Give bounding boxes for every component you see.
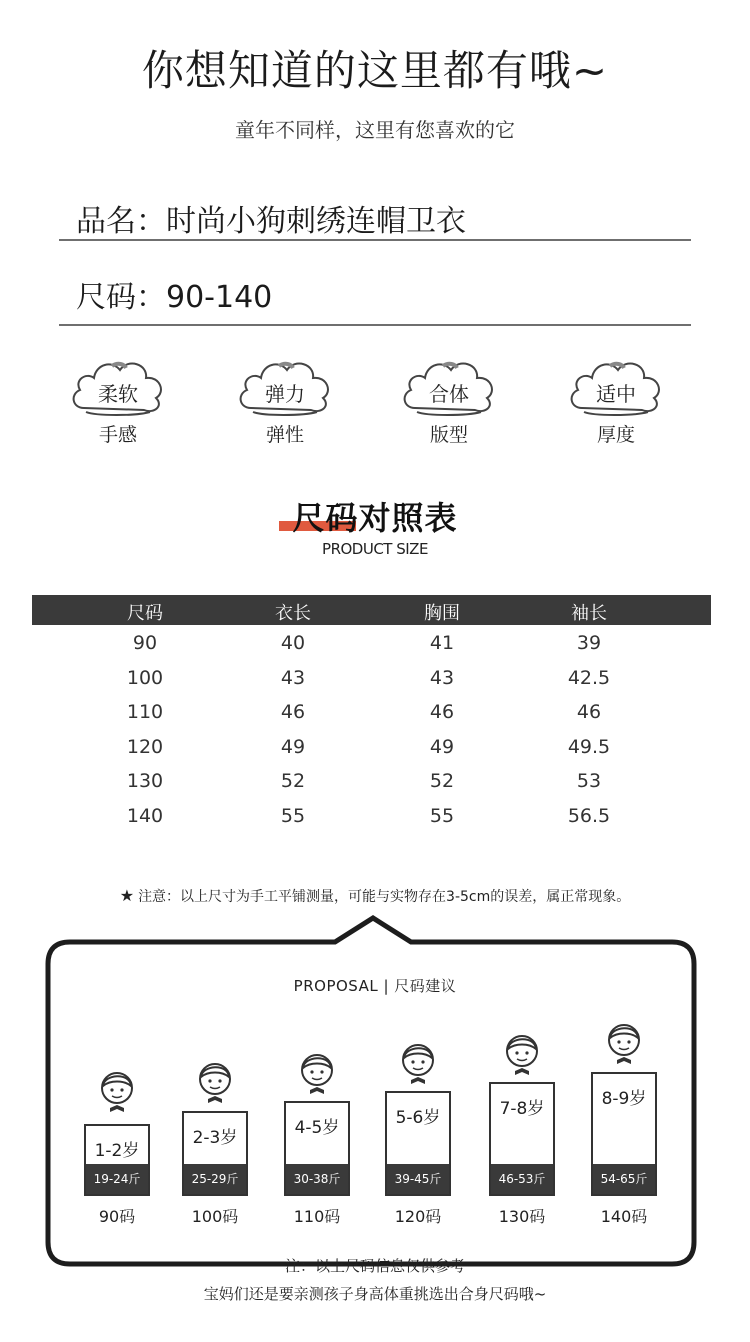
size-box bbox=[385, 1091, 451, 1196]
child-face-icon bbox=[603, 1020, 645, 1066]
table-cell: 53 bbox=[576, 770, 602, 793]
size-box bbox=[591, 1072, 657, 1196]
size-chart-subtitle: PRODUCT SIZE bbox=[322, 540, 428, 558]
table-cell: 100 bbox=[126, 666, 164, 689]
footnote-advice: 宝妈们还是要亲测孩子身高体重挑选出合身尺码哦~ bbox=[203, 1285, 547, 1303]
page-subtitle: 童年不同样，这里有您喜欢的它 bbox=[235, 118, 515, 142]
table-cell: 42.5 bbox=[567, 666, 611, 689]
kid-size-120 bbox=[385, 1040, 451, 1228]
size-box bbox=[182, 1111, 248, 1196]
child-face-icon bbox=[501, 1031, 543, 1077]
table-header-cell: 袖长 bbox=[571, 603, 607, 624]
table-row bbox=[32, 798, 711, 833]
age-label: 2-3岁 bbox=[192, 1128, 238, 1148]
product-name-value: 时尚小狗刺绣连帽卫衣 bbox=[166, 204, 466, 239]
product-name-row bbox=[76, 196, 466, 240]
table-cell: 41 bbox=[429, 632, 455, 654]
table-cell: 46 bbox=[576, 701, 602, 724]
feature-label: 合体 bbox=[429, 382, 469, 406]
table-cell: 43 bbox=[429, 666, 455, 689]
kid-size-140 bbox=[591, 1020, 657, 1228]
table-header-cell: 胸围 bbox=[424, 603, 460, 624]
table-cell: 43 bbox=[280, 666, 306, 689]
measurement-note-text: 注意：以上尺寸为手工平铺测量，可能与实物存在3-5cm的误差，属正常现象。 bbox=[138, 889, 631, 905]
size-label: 140码 bbox=[600, 1207, 648, 1226]
feature-thickness bbox=[561, 352, 671, 447]
table-cell: 46 bbox=[429, 701, 455, 724]
table-cell: 49 bbox=[280, 735, 306, 758]
feature-sub: 版型 bbox=[429, 424, 468, 446]
table-cell: 39 bbox=[576, 632, 602, 654]
table-row bbox=[32, 694, 711, 729]
child-face-icon bbox=[194, 1059, 236, 1105]
size-label: 120码 bbox=[394, 1207, 442, 1226]
age-label: 1-2岁 bbox=[94, 1141, 140, 1161]
table-cell: 55 bbox=[429, 804, 455, 827]
proposal-title: PROPOSAL | 尺码建议 bbox=[293, 977, 457, 995]
weight-label: 19-24斤 bbox=[86, 1164, 148, 1194]
table-cell: 40 bbox=[280, 632, 306, 654]
size-chart-title: 尺码对照表 bbox=[292, 499, 458, 537]
star-icon: ★ bbox=[119, 886, 135, 905]
weight-label: 54-65斤 bbox=[593, 1164, 655, 1194]
feature-label: 柔软 bbox=[98, 382, 138, 406]
feature-label: 弹力 bbox=[265, 382, 305, 406]
table-row bbox=[32, 625, 711, 660]
divider bbox=[59, 239, 691, 241]
feature-label: 适中 bbox=[596, 382, 636, 406]
table-header bbox=[32, 595, 711, 625]
kid-size-130 bbox=[489, 1031, 555, 1228]
feature-fit bbox=[394, 352, 504, 447]
table-cell: 120 bbox=[126, 735, 164, 758]
age-label: 4-5岁 bbox=[294, 1118, 340, 1138]
feature-soft bbox=[63, 352, 173, 447]
weight-label: 46-53斤 bbox=[491, 1164, 553, 1194]
feature-sub: 弹性 bbox=[265, 424, 304, 446]
size-label: 90码 bbox=[98, 1207, 136, 1226]
size-table bbox=[32, 595, 711, 833]
divider bbox=[59, 324, 691, 326]
size-box bbox=[489, 1082, 555, 1196]
footnote: 注：以上尺码信息仅供参考 bbox=[284, 1257, 465, 1275]
table-cell: 130 bbox=[126, 770, 164, 793]
table-cell: 49.5 bbox=[567, 735, 611, 758]
page-title: 你想知道的这里都有哦~ bbox=[141, 46, 609, 95]
kid-size-100 bbox=[182, 1059, 248, 1228]
table-cell: 56.5 bbox=[567, 804, 611, 827]
feature-elastic bbox=[230, 352, 340, 447]
table-cell: 140 bbox=[126, 804, 164, 827]
size-label: 110码 bbox=[293, 1207, 341, 1226]
weight-label: 30-38斤 bbox=[286, 1164, 348, 1194]
kid-size-110 bbox=[284, 1050, 350, 1228]
table-header-cell: 尺码 bbox=[127, 603, 163, 624]
age-label: 7-8岁 bbox=[499, 1099, 545, 1119]
table-cell: 110 bbox=[126, 701, 164, 724]
feature-sub: 手感 bbox=[98, 424, 137, 446]
child-face-icon bbox=[296, 1050, 338, 1096]
weight-label: 25-29斤 bbox=[184, 1164, 246, 1194]
age-label: 8-9岁 bbox=[601, 1089, 647, 1109]
age-label: 5-6岁 bbox=[395, 1108, 441, 1128]
size-label: 130码 bbox=[498, 1207, 546, 1226]
size-box bbox=[284, 1101, 350, 1196]
child-face-icon bbox=[397, 1040, 439, 1086]
table-cell: 55 bbox=[280, 804, 306, 827]
table-cell: 90 bbox=[132, 632, 158, 654]
size-box bbox=[84, 1124, 150, 1196]
table-row bbox=[32, 660, 711, 695]
product-size-label: 尺码： bbox=[76, 280, 166, 315]
table-cell: 46 bbox=[280, 701, 306, 724]
table-cell: 52 bbox=[429, 770, 455, 793]
table-cell: 52 bbox=[280, 770, 306, 793]
size-label: 100码 bbox=[191, 1207, 239, 1226]
product-size-value: 90-140 bbox=[166, 280, 273, 315]
product-name-label: 品名： bbox=[76, 204, 166, 239]
product-size-row bbox=[76, 272, 272, 316]
table-row bbox=[32, 763, 711, 798]
table-header-cell: 衣长 bbox=[275, 603, 311, 624]
table-cell: 49 bbox=[429, 735, 455, 758]
feature-sub: 厚度 bbox=[596, 424, 635, 446]
table-row bbox=[32, 729, 711, 764]
kid-size-90 bbox=[84, 1068, 150, 1228]
weight-label: 39-45斤 bbox=[387, 1164, 449, 1194]
child-face-icon bbox=[96, 1068, 138, 1114]
